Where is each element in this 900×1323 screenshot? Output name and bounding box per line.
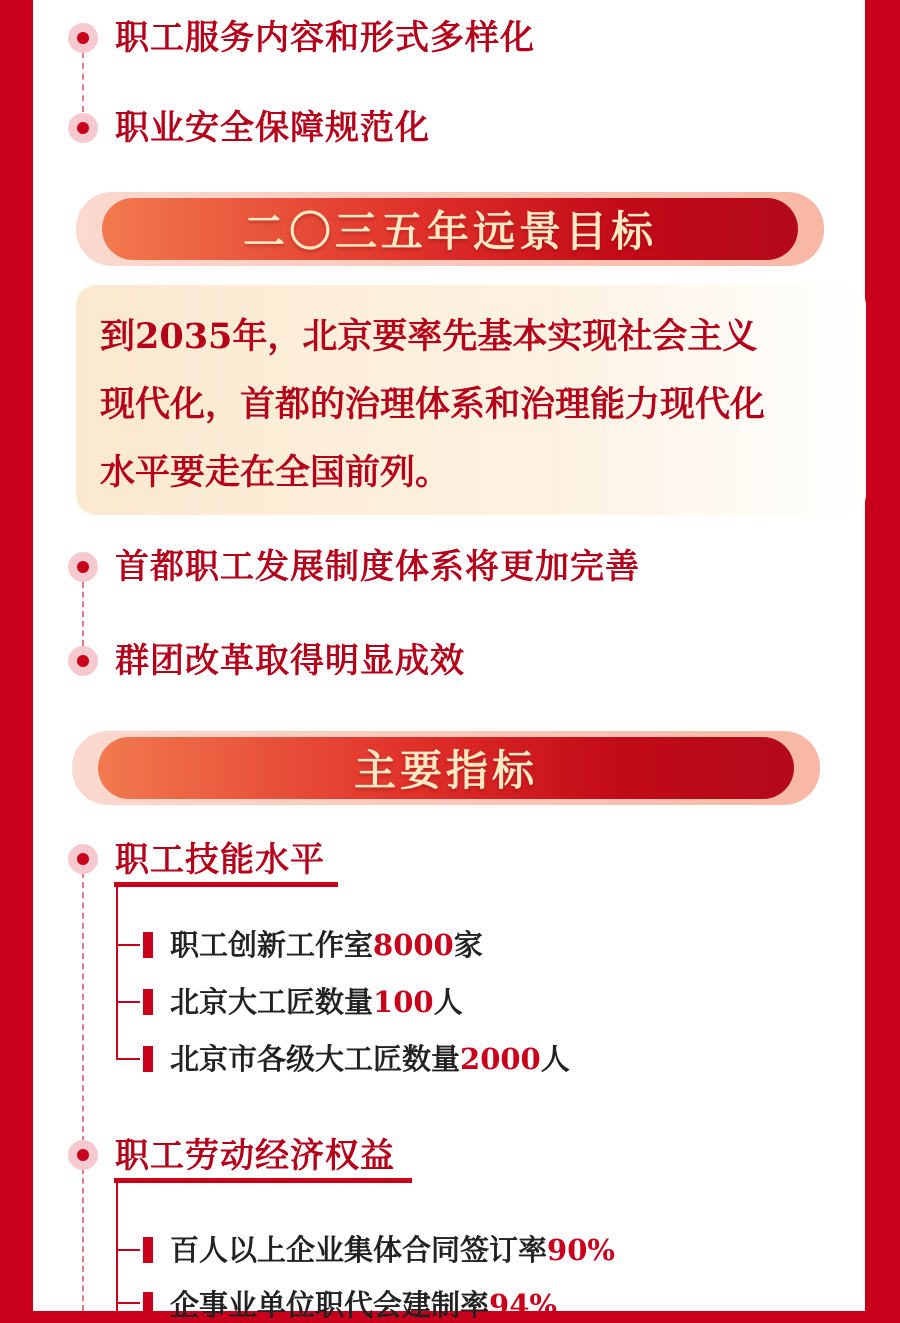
list-item: 首都职工发展制度体系将更加完善 xyxy=(115,547,640,587)
bullet-icon xyxy=(68,1140,98,1170)
indicator-row: 北京市各级大工匠数量2000人 xyxy=(170,1042,570,1076)
tree-line xyxy=(116,886,118,1058)
section-title: 职工劳动经济权益 xyxy=(115,1136,395,1176)
vision-line: 现代化，首都的治理体系和治理能力现代化 xyxy=(100,384,766,425)
title-underline xyxy=(114,882,338,887)
vision-line: 到2035年，北京要率先基本实现社会主义 xyxy=(100,316,758,357)
list-item: 职工服务内容和形式多样化 xyxy=(115,18,535,58)
tree-line xyxy=(116,1182,118,1311)
bullet-icon xyxy=(68,552,98,582)
timeline-dash xyxy=(82,1168,84,1311)
row-marker xyxy=(143,1237,153,1263)
list-item: 群团改革取得明显成效 xyxy=(115,641,465,681)
bullet-icon xyxy=(68,23,98,53)
indicator-row: 北京大工匠数量100人 xyxy=(170,985,463,1019)
tree-branch xyxy=(116,944,140,946)
row-marker xyxy=(143,1292,153,1318)
bullet-icon xyxy=(68,113,98,143)
row-marker xyxy=(143,932,153,958)
row-marker xyxy=(143,989,153,1015)
tree-branch xyxy=(116,1249,140,1251)
tree-branch xyxy=(116,1058,140,1060)
timeline-dash xyxy=(82,872,84,1142)
indicator-row: 百人以上企业集体合同签订率90% xyxy=(170,1233,615,1267)
bullet-icon xyxy=(68,844,98,874)
section-banner xyxy=(72,731,820,805)
banner-title: 主要指标 xyxy=(353,746,538,795)
indicator-row: 企事业单位职代会建制率94% xyxy=(170,1288,557,1322)
section-title: 职工技能水平 xyxy=(115,840,325,880)
timeline-dash xyxy=(82,52,84,112)
tree-branch xyxy=(116,1302,140,1304)
vision-line: 水平要走在全国前列。 xyxy=(100,452,451,493)
section-banner xyxy=(76,192,824,266)
vision-paragraph xyxy=(100,303,800,507)
banner-title: 二〇三五年远景目标 xyxy=(242,207,657,256)
tree-branch xyxy=(116,1001,140,1003)
banner-fill xyxy=(98,737,794,799)
list-item: 职业安全保障规范化 xyxy=(115,108,430,148)
bullet-icon xyxy=(68,646,98,676)
title-underline xyxy=(114,1178,412,1183)
row-marker xyxy=(143,1046,153,1072)
timeline-dash xyxy=(82,582,84,646)
banner-fill xyxy=(102,198,798,260)
indicator-row: 职工创新工作室8000家 xyxy=(170,928,483,962)
